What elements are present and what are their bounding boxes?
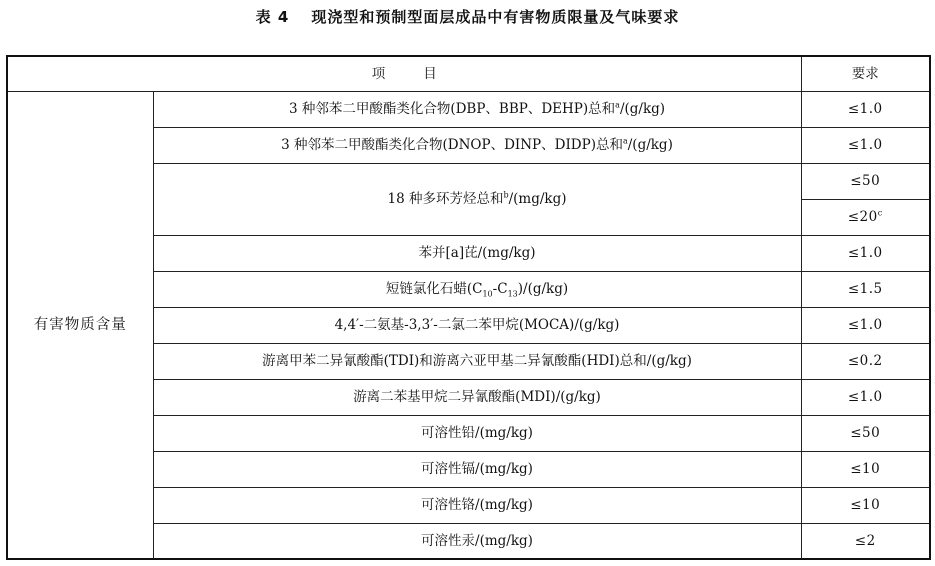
item-text: 短链氯化石蜡(C [385, 281, 483, 297]
requirement-cell: ≤2 [801, 523, 930, 559]
item-text: -C [492, 281, 508, 297]
item-cell [153, 127, 801, 163]
item-text: 3 种邻苯二甲酸酯类化合物(DBP、BBP、DEHP)总和 [288, 101, 616, 117]
requirement-cell: ≤10 [801, 487, 930, 523]
requirement-cell: ≤1.0 [801, 127, 930, 163]
category-cell: 有害物质含量 [7, 91, 153, 559]
requirement-cell: ≤0.2 [801, 343, 930, 379]
limits-table [6, 55, 931, 560]
item-cell: 可溶性铬/(mg/kg) [153, 487, 801, 523]
item-cell: 可溶性镉/(mg/kg) [153, 451, 801, 487]
item-text: 3 种邻苯二甲酸酯类化合物(DNOP、DINP、DIDP)总和 [281, 137, 623, 153]
item-cell [153, 271, 801, 307]
requirement-text: ≤20 [847, 209, 878, 225]
item-cell: 游离二苯基甲烷二异氰酸酯(MDI)/(g/kg) [153, 379, 801, 415]
footnote-mark: a [615, 100, 620, 110]
requirement-cell: ≤1.5 [801, 271, 930, 307]
requirement-cell: ≤1.0 [801, 379, 930, 415]
item-text: 18 种多环芳烃总和 [387, 191, 504, 207]
requirement-cell: ≤50 [801, 163, 930, 199]
header-item-part2: 目 [423, 65, 437, 82]
table-title: 现浇型和预制型面层成品中有害物质限量及气味要求 [311, 8, 680, 26]
header-row [7, 56, 930, 91]
item-unit: /(g/kg) [627, 137, 673, 153]
item-cell: 苯并[a]芘/(mg/kg) [153, 235, 801, 271]
item-cell: 可溶性铅/(mg/kg) [153, 415, 801, 451]
item-cell: 4,4′-二氨基-3,3′-二氯二苯甲烷(MOCA)/(g/kg) [153, 307, 801, 343]
table-caption [0, 4, 935, 30]
requirement-cell: ≤1.0 [801, 235, 930, 271]
header-item-part1: 项 [371, 65, 386, 82]
item-cell: 可溶性汞/(mg/kg) [153, 523, 801, 559]
footnote-mark: c [877, 208, 883, 218]
item-cell [153, 91, 801, 127]
item-unit: /(mg/kg) [508, 191, 567, 207]
header-item [7, 56, 801, 91]
footnote-mark: b [503, 190, 509, 200]
requirement-cell: ≤10 [801, 451, 930, 487]
requirement-cell-alt [801, 199, 930, 235]
requirement-cell: ≤50 [801, 415, 930, 451]
requirement-cell: ≤1.0 [801, 91, 930, 127]
subscript: 10 [482, 289, 493, 299]
item-text: )/(g/kg) [517, 281, 569, 297]
requirement-cell: ≤1.0 [801, 307, 930, 343]
table-number: 表 4 [255, 8, 290, 26]
item-cell [153, 163, 801, 235]
footnote-mark: a [622, 136, 628, 146]
item-cell: 游离甲苯二异氰酸酯(TDI)和游离六亚甲基二异氰酸酯(HDI)总和/(g/kg) [153, 343, 801, 379]
table-row [7, 91, 930, 127]
header-requirement: 要求 [801, 56, 930, 91]
item-unit: /(g/kg) [619, 101, 666, 117]
subscript: 13 [507, 289, 518, 299]
